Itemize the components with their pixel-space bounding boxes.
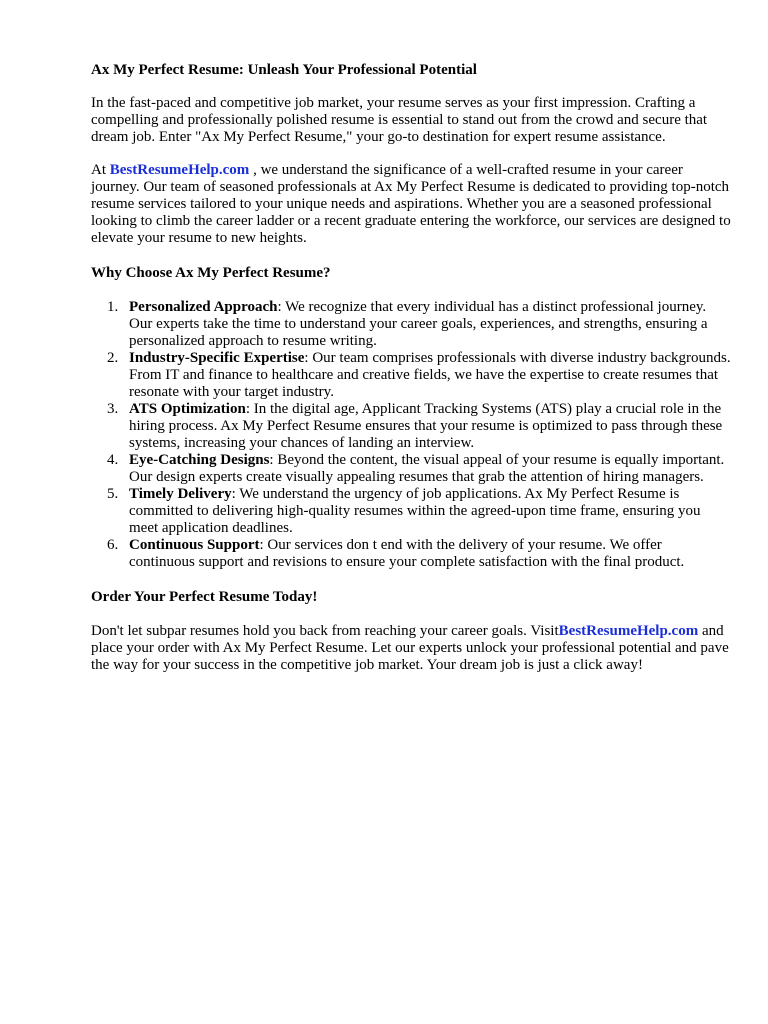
order-heading: Order Your Perfect Resume Today!	[91, 589, 318, 605]
list-item-number: 5.	[107, 486, 119, 502]
list-item-term: Industry-Specific Expertise	[129, 350, 305, 366]
list-item-term: Timely Delivery	[129, 486, 232, 502]
list-item-number: 6.	[107, 537, 119, 553]
about-paragraph	[91, 162, 731, 247]
list-item-text: : We understand the urgency of job applications. Ax My Perfect Resume is committed to delivering high-quality resumes within the agreed-upon time frame, ensuring you meet application deadlines.	[129, 486, 701, 536]
intro-paragraph: In the fast-paced and competitive job market, your resume serves as your first impression. Crafting a compelling and professionally polished resume is essential to stand out from the crowd and secure that dream job. Enter "Ax My Perfect Resume," your go-to destination for expert resume assistance.	[91, 95, 708, 145]
list-item-text: : In the digital age, Applicant Tracking Systems (ATS) play a crucial role in the hiring process. Ax My Perfect Resume ensures that your resume is optimized to pass through these systems, increasing your chances of landing an interview.	[129, 401, 723, 451]
list-item	[91, 350, 731, 401]
document-title: Ax My Perfect Resume: Unleash Your Professional Potential	[91, 62, 477, 78]
benefits-list	[91, 299, 731, 571]
list-item	[91, 486, 731, 537]
list-item-text: : We recognize that every individual has a distinct professional journey. Our experts take the time to understand your career goals, experiences, and strengths, ensuring a personalized approach to resume writing.	[129, 299, 708, 349]
list-item	[91, 452, 731, 486]
about-text: , we understand the significance of a well-crafted resume in your career journey. Our team of seasoned professionals at Ax My Perfect Resume is dedicated to providing top-notch resume services tailored to your unique needs and aspirations. Whether you are a seasoned professional looking to climb the career ladder or a recent graduate entering the workforce, our services are designed to elevate your resume to new heights.	[91, 162, 731, 246]
closing-paragraph	[91, 623, 731, 674]
closing-link[interactable]: BestResumeHelp.com	[558, 623, 699, 639]
why-heading: Why Choose Ax My Perfect Resume?	[91, 265, 331, 281]
list-item-text: : Our team comprises professionals with diverse industry backgrounds. From IT and finance to healthcare and creative fields, we have the expertise to create resumes that resonate with your target industry.	[129, 350, 731, 400]
list-item	[91, 537, 731, 571]
about-prefix: At	[91, 162, 110, 178]
list-item	[91, 401, 731, 452]
list-item-term: Personalized Approach	[129, 299, 278, 315]
about-link[interactable]: BestResumeHelp.com	[109, 162, 250, 178]
list-item-term: Eye-Catching Designs	[129, 452, 270, 468]
list-item-text: : Our services don t end with the delivery of your resume. We offer continuous support and revisions to ensure your complete satisfaction with the final product.	[129, 537, 685, 570]
list-item-term: ATS Optimization	[129, 401, 246, 417]
closing-text: and place your order with Ax My Perfect Resume. Let our experts unlock your professional potential and pave the way for your success in the competitive job market. Your dream job is just a click away!	[91, 623, 729, 673]
list-item-text: : Beyond the content, the visual appeal of your resume is equally important. Our design experts create visually appealing resumes that grab the attention of hiring managers.	[129, 452, 725, 485]
document-page	[91, 62, 731, 690]
list-item-number: 1.	[107, 299, 119, 315]
list-item	[91, 299, 731, 350]
list-item-number: 4.	[107, 452, 119, 468]
list-item-number: 3.	[107, 401, 119, 417]
list-item-number: 2.	[107, 350, 119, 366]
list-item-term: Continuous Support	[129, 537, 260, 553]
closing-prefix: Don't let subpar resumes hold you back from reaching your career goals. Visit	[91, 623, 559, 639]
